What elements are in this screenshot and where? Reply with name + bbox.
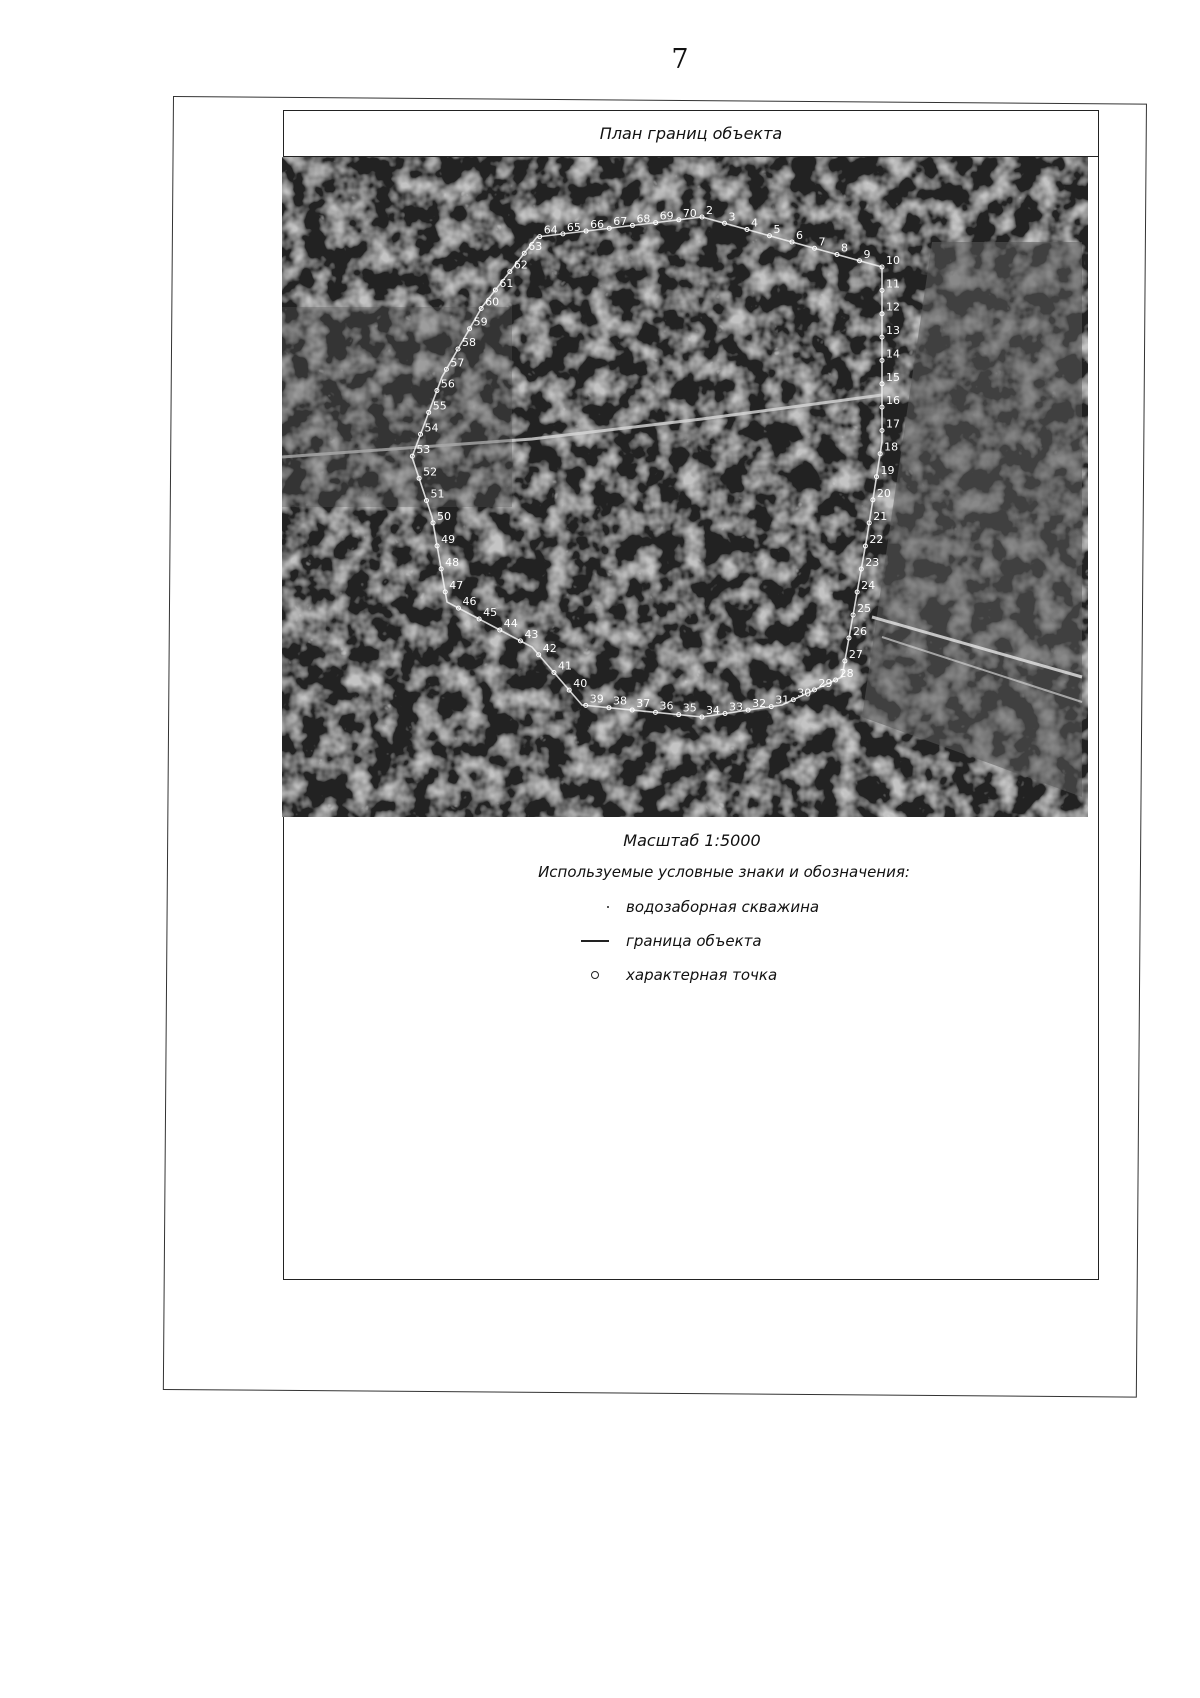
point-label: 27 [848,647,863,661]
point-label: 62 [513,258,528,272]
point-label: 67 [613,215,628,229]
point-label: 68 [636,212,651,226]
page-number: 7 [671,44,689,75]
map-title: План границ объекта [284,111,1098,157]
point-circle-icon [574,965,616,985]
point-label: 38 [612,694,627,708]
point-label: 9 [863,247,871,261]
point-label: 52 [423,465,438,479]
point-label: 21 [873,509,888,523]
boundary-line-icon [574,931,616,951]
point-label: 32 [752,697,767,711]
point-label: 50 [437,509,452,523]
point-label: 69 [659,209,674,223]
point-label: 10 [886,254,900,268]
point-label: 3 [728,210,736,224]
point-label: 64 [543,223,558,237]
point-label: 58 [461,336,476,350]
point-label: 57 [450,356,465,370]
point-label: 11 [886,277,900,291]
point-label: 14 [886,347,900,361]
point-label: 20 [876,486,891,500]
point-label: 24 [861,578,876,592]
point-label: 40 [573,677,588,691]
point-label: 5 [773,222,781,236]
point-label: 34 [705,703,720,717]
point-label: 44 [503,616,518,630]
point-label: 59 [473,315,488,329]
point-label: 7 [818,235,826,249]
point-label: 51 [430,487,445,501]
legend-item-point [574,965,777,985]
point-label: 70 [682,206,697,220]
point-label: 36 [659,699,674,713]
point-label: 66 [590,218,605,232]
well-dot-icon [574,897,616,917]
legend-item-well [574,897,819,917]
point-label: 46 [462,595,477,609]
point-label: 65 [566,220,581,234]
point-label: 4 [751,216,759,230]
legend-item-label: характерная точка [626,966,778,984]
legend-item-label: водозаборная скважина [626,898,820,916]
point-label: 16 [886,394,900,408]
point-label: 22 [869,532,884,546]
aerial-map [282,157,1088,817]
point-label: 47 [449,578,464,592]
point-label: 39 [589,692,604,706]
map-scale: Масштаб 1:5000 [623,831,761,850]
point-label: 13 [886,324,900,338]
point-label: 54 [424,421,439,435]
point-label: 23 [865,555,880,569]
point-label: 6 [796,229,804,243]
point-label: 49 [441,532,456,546]
legend-title: Используемые условные знаки и обозначения: [538,863,910,881]
point-label: 41 [557,659,572,673]
point-label: 12 [886,300,900,314]
point-label: 26 [852,624,867,638]
legend-item-label: граница объекта [626,932,762,950]
point-label: 18 [884,440,899,454]
point-label: 19 [880,463,895,477]
point-label: 17 [886,417,900,431]
point-label: 61 [499,276,514,290]
map-sheet-frame [283,110,1099,1280]
legend-item-boundary [574,931,762,951]
point-label: 55 [432,399,447,413]
point-label: 30 [797,686,812,700]
point-label: 60 [485,295,500,309]
point-label: 28 [839,666,854,680]
point-label: 25 [857,601,872,615]
point-label: 56 [440,377,455,391]
point-label: 42 [542,641,557,655]
point-label: 29 [818,676,833,690]
point-label: 43 [524,627,539,641]
point-label: 37 [636,697,651,711]
aerial-map-image [282,157,1088,817]
point-label: 15 [886,370,900,384]
point-label: 33 [729,700,744,714]
point-label: 35 [682,701,697,715]
point-label: 53 [416,443,431,457]
point-label: 45 [483,606,498,620]
point-label: 63 [528,240,543,254]
point-label: 31 [775,693,790,707]
point-label: 2 [706,204,713,217]
point-label: 8 [841,241,849,255]
point-label: 48 [445,555,460,569]
